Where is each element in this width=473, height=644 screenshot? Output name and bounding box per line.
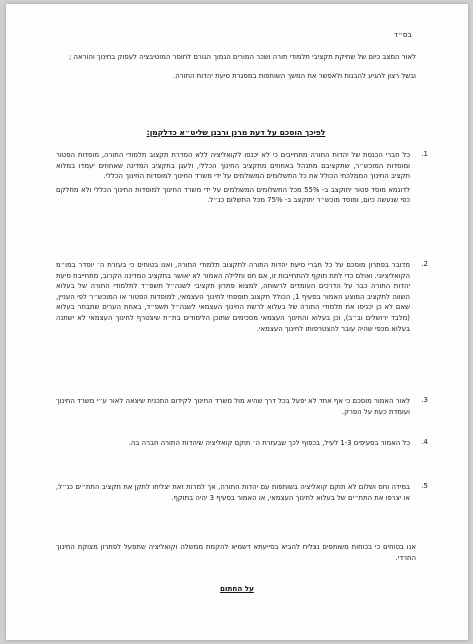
clause-4-paragraph-1: כל האמור בסעיפים 1-3 לעיל, בכפוף לכך שבעזרת ה׳ תוקם קואליציה שיהדות התורה חברה בה. <box>128 439 410 447</box>
clause-number: 4. <box>421 438 428 446</box>
clause-4 <box>56 438 428 449</box>
clause-1 <box>56 150 428 206</box>
clause-number: 2. <box>421 260 428 268</box>
intro-section <box>56 52 416 81</box>
clause-5-paragraph-1: במידה וחס ושלום לא תוקם קואליציה בשותפות עם יהדות התורה, אך למרות זאת יצליחו לתקן את תקציב התת״ים כנ״ל, או יצרפו את התת״ים של בעלוא לחינוך העצמאי, או האמור בסעיף 3 יהיה בתוקף. <box>56 483 410 502</box>
agreement-title: לפיכך הוסכם על דעת מרנן ורבנן שליט״א כדלקמן: <box>146 128 326 137</box>
clause-3 <box>56 396 428 417</box>
clause-5 <box>56 482 428 503</box>
clause-2-paragraph-1: מדובר בפתרון מוסכם על כל חברי סיעת יהדות התורה לתקצוב תלמודי התורה, ואנו בטוחים כי בעזרת ה׳ יוסדר במו״מ הקואליציוני. ואולם כדי לתת תוקף להתחייבות זו, אם חס וחלילה האמור לא יאושר בתקציב המדינה הקרוב, מתחייבת סיעת יהדות התורה כבר על הדרכים העומדים לרשותה, למצוא פתרון תקציבי לשנה״ל תשפ״ד לתלמודי התורה של בעלוא השווה לתקציב המוצע האמור בסעיף 1, הכולל תקצוב תוספתי לחינוך העצמאי, למוסדות הפטור או המוכש״ר לפי העניין, שאם לא כן יכניסו את תלמודי התורה של בעלוא לרשת החינוך העצמאי לשנה״ל תשפ״ד, באחת הערים שתבחר בעלוא (מלבד ירושלים וב״ב), וכן בעלוא והחינוך העצמאי מסכימים שתוכן הלימודים בת״ת שיצטרף לחינוך העצמאי לא ישתנה בעלוא מכפי שהיה עובר להצטרפותו לחינוך העצמאי. <box>56 261 410 333</box>
clause-number: 3. <box>421 396 428 404</box>
bsd-header: בס״ד <box>393 30 412 39</box>
clause-1-paragraph-2: לדוגמא מוסד פטור יתוקצב ב- 55% מכל התשלומים המשולמים על ידי משרד החינוך למוסדות החינוך הכללי ולא מחלקם כפי שנעשה כיום, ומוסד מוכש״ר יתוקצב ב- 75% מכל התשלום כנ״ל. <box>56 185 411 205</box>
clause-3-paragraph-1: לאור האמור מוסכם כי אף אחד לא יפעל בכל דרך שהיא מול משרד החינוך לקידום התכנית שיצאה לאור ע״י משרד החינוך ועומדת כעת על הפרק. <box>56 397 410 416</box>
clause-number: 1. <box>421 150 428 158</box>
document-page <box>6 4 468 640</box>
clause-1-paragraph-1: כל חברי הכנסת של יהדות התורה מתחייבים כי לא יכנסו לקואליציה ללא הסדרת תקצוב תלמודי התורה, מוסדות הפטור ומוסדות המוכש״ר, שתקציבם מתנהל באחוזים מתקציב החינוך הכללי, ולעגן בתקציב המדינה שאחוזים יעמדו במלוא תקציב החינוך הממלכתי הכולל את כל התשלומים המשולמים על ידי משרד החינוך למוסדות החינוך הכללי. <box>56 151 410 181</box>
closing-paragraph: אנו בטוחים כי בכוחות משותפים נצליח להביא בסייעתא דשמיא להקמת ממשלה וקואליציה שתפעל לפתרון מצוקת החינוך החרדי. <box>56 543 416 562</box>
clause-2 <box>56 260 428 334</box>
intro-paragraph-2: ובשל רצון להגיע להבנות ולאפשר את המשך השותפות במסגרת סיעת יהדות התורה. <box>173 71 416 80</box>
intro-paragraph-1: לאור המצב כיום של שחיקת תקציבי תלמודי תורה ושכר המורים הנמוך הגורם לחוסר המוטיבציה לעסוק בחינוך והוראה ; <box>68 53 416 61</box>
clause-number: 5. <box>421 482 428 490</box>
signature-heading: על החתום <box>220 584 254 593</box>
